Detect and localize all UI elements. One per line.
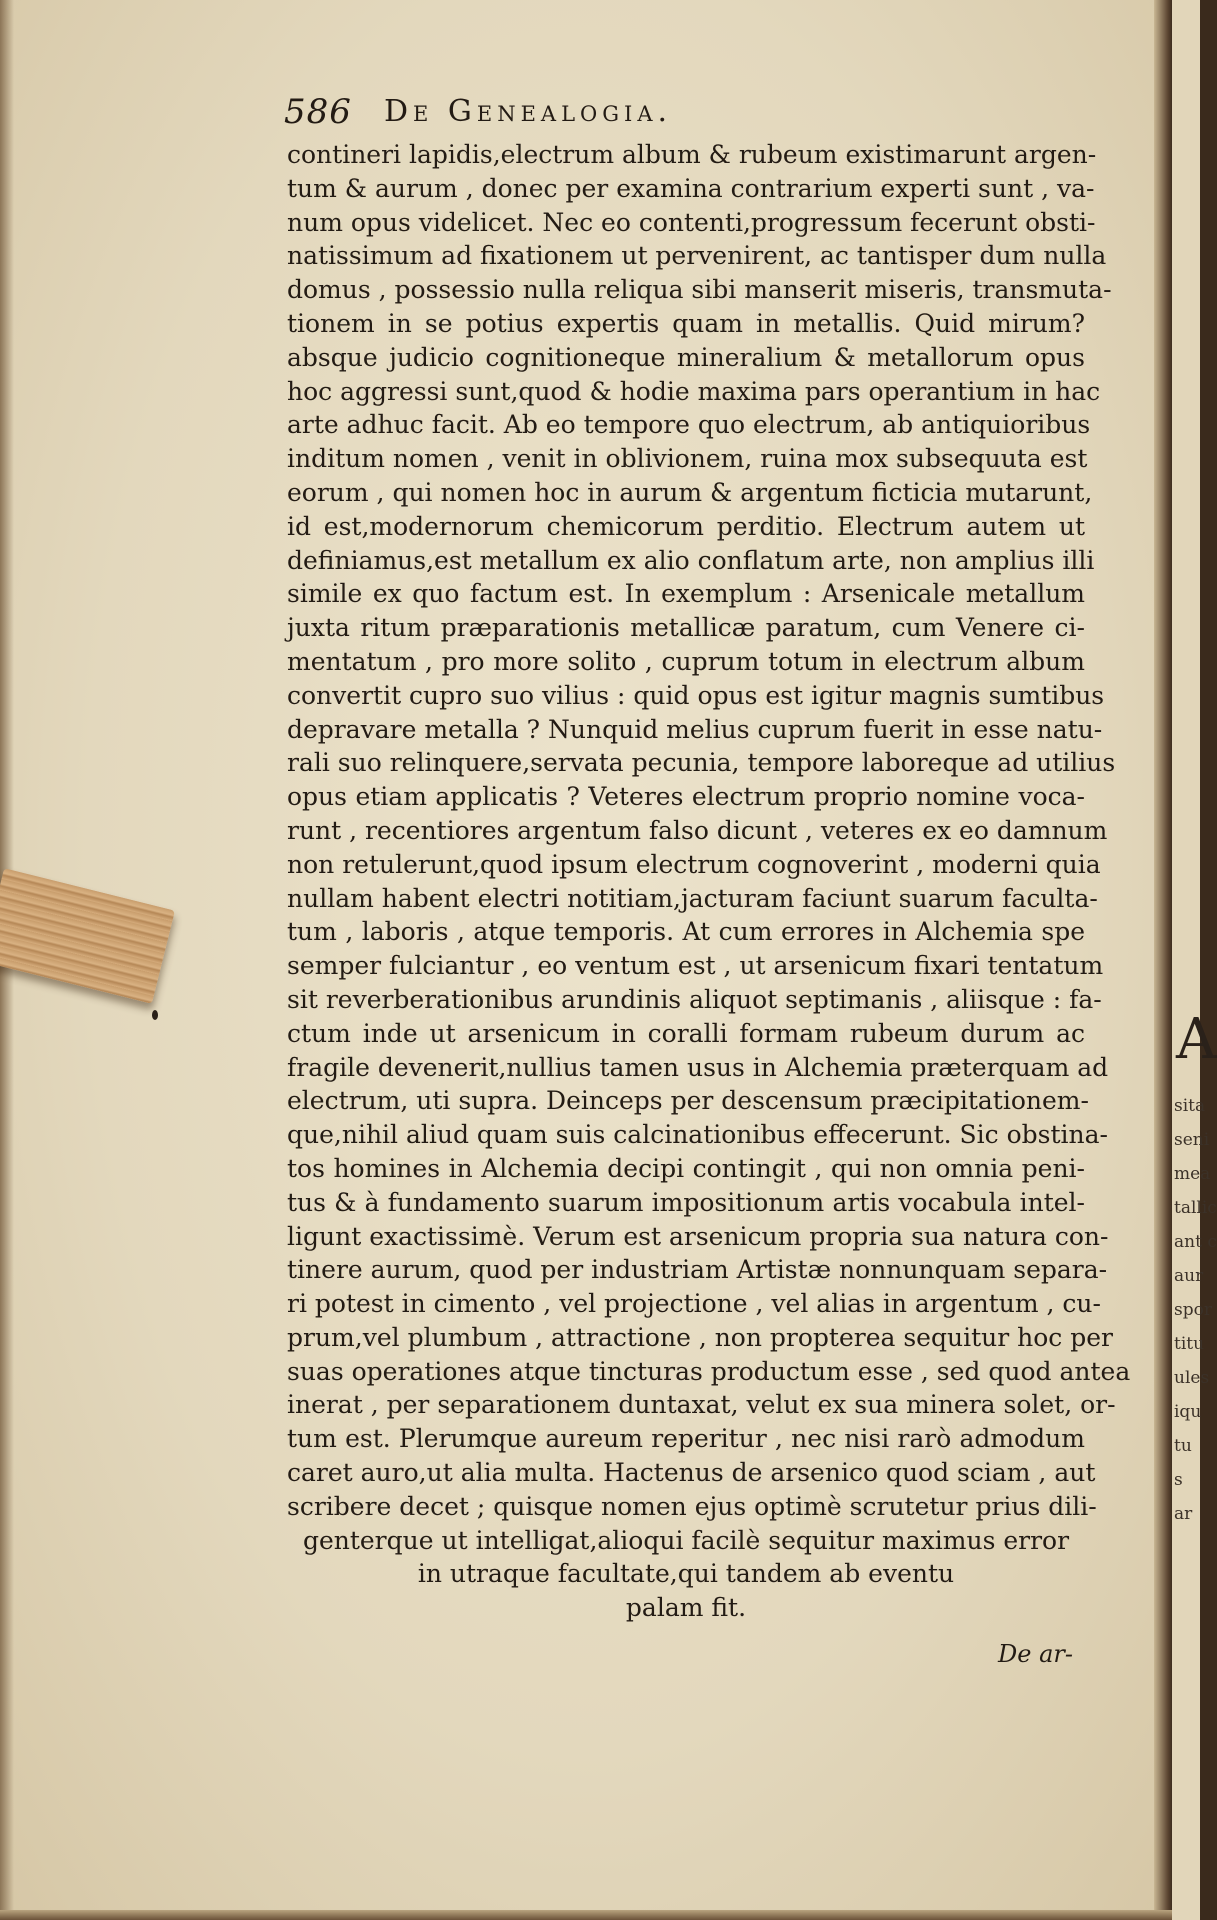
facing-page-fragment: mea [1174,1164,1211,1184]
facing-page-edge [1172,0,1217,1920]
text-line: domus , possessio nulla reliqua sibi manserit miseris, transmuta- [287,275,1112,305]
text-line: id est,modernorum chemicorum perditio. Electrum autem ut [287,511,1085,541]
text-line: tum est. Plerumque aureum reperitur , nec nisi rarò admodum [287,1424,1085,1454]
text-line: semper fulciantur , eo ventum est , ut arsenicum fixari tentatum [287,951,1104,981]
book-gutter [1154,0,1174,1920]
facing-page-fragment: ules [1174,1368,1210,1388]
text-line: convertit cupro suo vilius : quid opus est igitur magnis sumtibus [287,680,1105,710]
centered-line: genterque ut intelligat,alioqui facilè sequitur maximus error [302,1525,1070,1555]
text-line: natissimum ad fixationem ut pervenirent, ac tantisper dum nulla [287,241,1107,271]
text-line: tionem in se potius expertis quam in metallis. Quid mirum? [287,308,1085,338]
facing-page-fragment: spor [1174,1300,1212,1320]
text-line: arte adhuc facit. Ab eo tempore quo electrum, ab antiquioribus [287,410,1091,440]
text-line: non retulerunt,quod ipsum electrum cognoverint , moderni quia [287,849,1101,879]
facing-page-fragment: tallic [1174,1198,1217,1218]
text-line: absque judicio cognitioneque mineralium & metallorum opus [287,342,1085,372]
page-bottom-edge [0,1910,1172,1920]
running-head: De Genealogia. [384,94,673,129]
text-line: contineri lapidis,electrum album & rubeum existimarunt argen- [287,140,1097,169]
text-line: tum , laboris , atque temporis. At cum errores in Alchemia spe [287,917,1085,947]
text-line: inerat , per separationem duntaxat, velut ex sua minera solet, or- [287,1390,1116,1420]
text-line: runt , recentiores argentum falso dicunt , veteres ex eo damnum [287,815,1108,845]
centered-line: in utraque facultate,qui tandem ab eventu [417,1559,955,1589]
facing-page-fragment: seni [1174,1130,1210,1150]
facing-page-fragment: tu [1174,1436,1192,1456]
text-line: tus & à fundamento suarum impositionum artis vocabula intel- [287,1187,1085,1217]
text-line: opus etiam applicatis ? Veteres electrum proprio nomine voca- [287,782,1085,812]
text-line: ri potest in cimento , vel projectione , vel alias in argentum , cu- [287,1289,1101,1319]
facing-page-fragment: ar [1174,1504,1193,1524]
text-line: num opus videlicet. Nec eo contenti,progressum fecerunt obsti- [287,207,1096,237]
text-line: inditum nomen , venit in oblivionem, ruina mox subsequuta est [287,444,1088,474]
text-line: definiamus,est metallum ex alio conflatum arte, non amplius illi [287,545,1095,575]
text-line: depravare metalla ? Nunquid melius cuprum fuerit in esse natu- [287,714,1103,744]
ink-spot [152,1010,158,1020]
text-line: fragile devenerit,nullius tamen usus in Alchemia præterquam ad [287,1052,1109,1082]
facing-page-fragment: aur [1174,1266,1204,1286]
text-line: tum & aurum , donec per examina contrarium experti sunt , va- [287,173,1095,203]
text-line: mentatum , pro more solito , cuprum totum in electrum album [287,646,1085,676]
text-line: nullam habent electri notitiam,jacturam faciunt suarum faculta- [287,883,1098,913]
text-line: sit reverberationibus arundinis aliquot septimanis , aliisque : fa- [287,984,1102,1014]
text-line: electrum, uti supra. Deinceps per descensum præcipitationem- [287,1086,1089,1116]
text-line: hoc aggressi sunt,quod & hodie maxima pars operantium in hac [287,376,1101,406]
body-text [287,138,1131,1625]
facing-page-initial: A [1176,1007,1217,1072]
text-line: suas operationes atque tincturas productum esse , sed quod antea [287,1356,1131,1386]
page-number: 586 [284,92,352,132]
text-line: prum,vel plumbum , attractione , non propterea sequitur hoc per [287,1322,1113,1352]
text-line: que,nihil aliud quam suis calcinationibus effecerunt. Sic obstina- [287,1120,1108,1150]
facing-page-fragment: ant c [1174,1232,1217,1252]
text-line: eorum , qui nomen hoc in aurum & argentum ficticia mutarunt, [287,477,1093,507]
page-header [284,90,884,138]
text-line: ctum inde ut arsenicum in coralli formam rubeum durum ac [287,1018,1085,1048]
facing-page-fragment: iqu [1174,1402,1202,1422]
text-line: ligunt exactissimè. Verum est arsenicum propria sua natura con- [287,1221,1109,1251]
catchword: De ar- [998,1640,1073,1668]
text-line: caret auro,ut alia multa. Hactenus de arsenico quod sciam , aut [287,1458,1096,1488]
facing-page-fragment: sita [1174,1096,1206,1116]
text-line: scribere decet ; quisque nomen ejus optimè scrutetur prius dili- [287,1491,1097,1521]
facing-page-fragment: titu [1174,1334,1205,1354]
centered-line: palam fit. [625,1593,747,1623]
text-line: simile ex quo factum est. In exemplum : Arsenicale metallum [287,579,1085,609]
text-line: tos homines in Alchemia decipi contingit , qui non omnia peni- [287,1153,1085,1183]
text-line: tinere aurum, quod per industriam Artistæ nonnunquam separa- [287,1255,1108,1285]
facing-page-fragment: s [1174,1470,1183,1490]
text-line: rali suo relinquere,servata pecunia, tempore laboreque ad utilius [287,748,1116,778]
text-line: juxta ritum præparationis metallicæ paratum, cum Venere ci- [287,613,1085,643]
